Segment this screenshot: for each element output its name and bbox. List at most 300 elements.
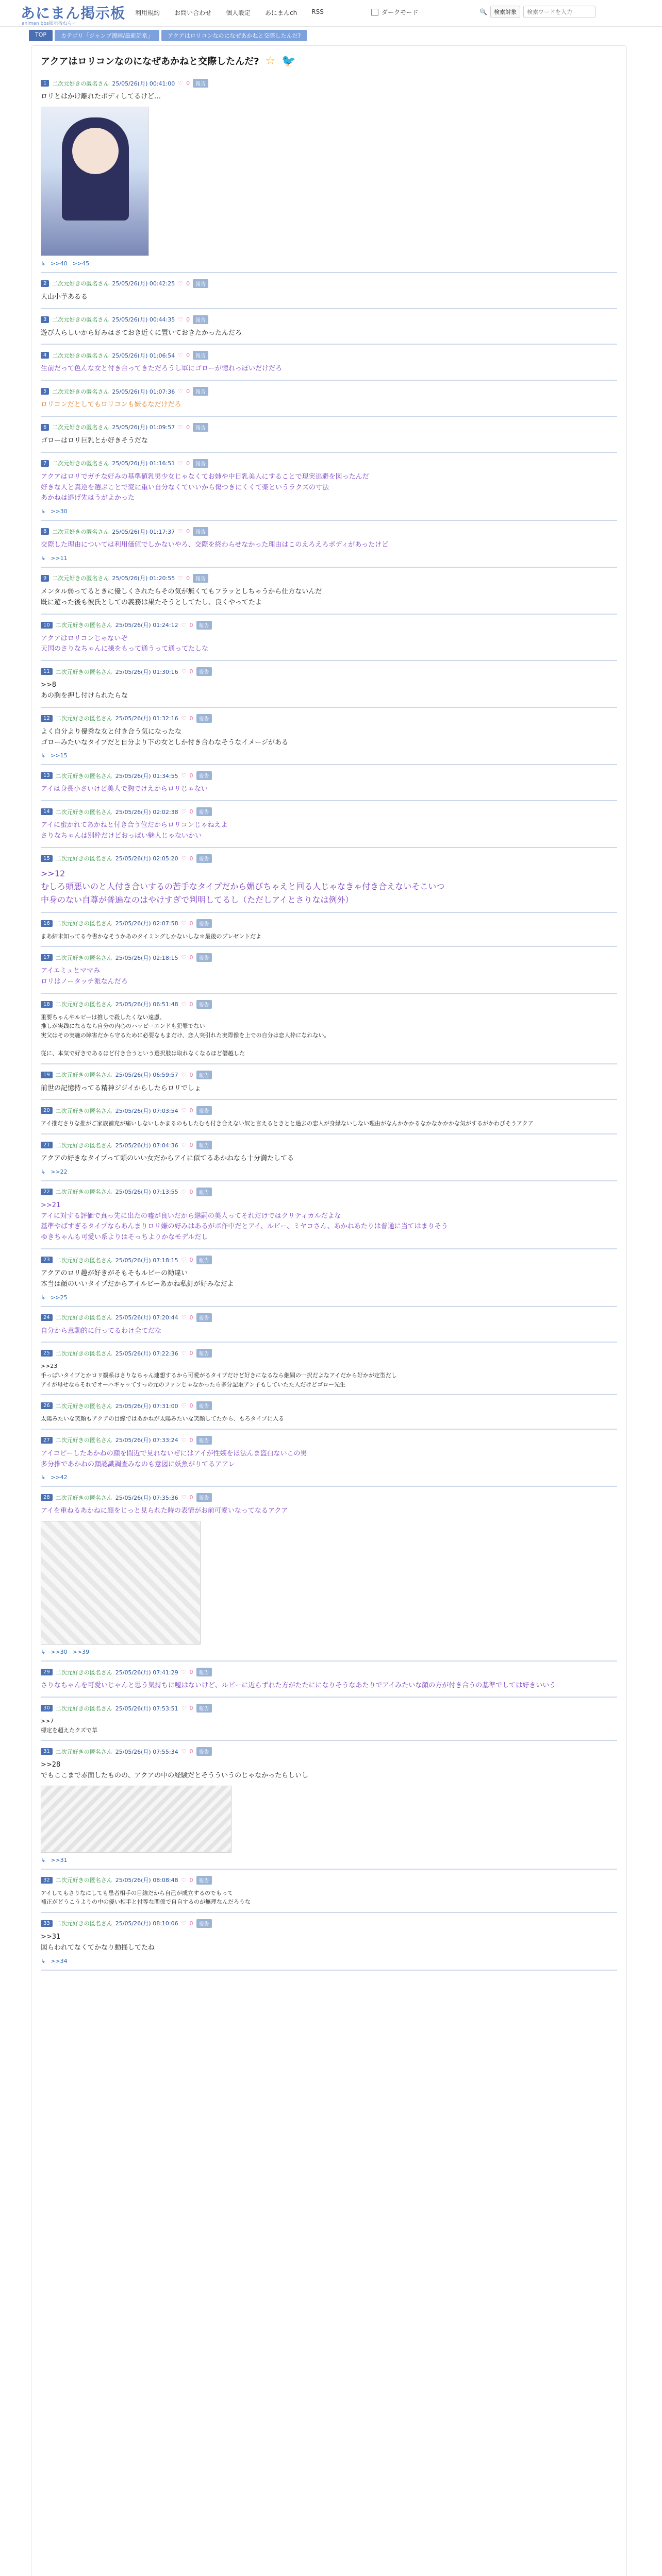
post	[41, 381, 617, 417]
breadcrumb-thread[interactable]: アクアはロリコンなのになぜあかねと交際したんだ?	[161, 30, 307, 41]
post-text: >>21 アイに対する評価で真っ先に出たの嘘が良いだから継嗣の美人ってそれだけではクリティカルだよな 基準やばすぎるタイプならあんまりロリ嫌の好みはあるがボ作中だとアイ、ルビー、ミヤコさん、あかねあたりは普通に当てはまりそう ゆきちゃんも可愛い系よりはそっちよりかなモデルだし	[41, 1201, 448, 1242]
post-number[interactable]: 33	[41, 1920, 53, 1927]
post-meta	[41, 621, 617, 630]
like-count: 0	[189, 1402, 193, 1410]
heart-icon[interactable]: ♡	[181, 1257, 187, 1264]
heart-icon[interactable]: ♡	[181, 855, 187, 862]
post-image[interactable]	[41, 1521, 201, 1645]
report-button[interactable]: 報告	[193, 574, 208, 583]
post-text: 重要ちゃんやルビーは推しで殺したくない遠慮、 推しが実践になるなら自分の内心のハッピーエンドも犯罪でない 実父はその実施の障害だから守るために必要なもまだけ、恋人突引れた実際像を上での自分は恋人枠になれない。 従に、本気で好きであるほど付き合うという選択肢は取れなくなるほど僭越した	[41, 1013, 330, 1057]
post-number[interactable]: 24	[41, 1314, 53, 1321]
post-number[interactable]: 14	[41, 808, 53, 815]
reply-icon: ↳	[41, 508, 46, 515]
heart-icon[interactable]: ♡	[178, 316, 184, 323]
heart-icon[interactable]: ♡	[181, 1402, 187, 1410]
like-count: 0	[186, 316, 190, 323]
post-number[interactable]: 7	[41, 460, 49, 467]
post-number[interactable]: 15	[41, 855, 53, 862]
post	[41, 1307, 617, 1343]
post-date: 25/05/26(月) 07:55:34	[115, 1748, 178, 1755]
report-button[interactable]: 報告	[196, 1436, 212, 1445]
post-date: 25/05/26(月) 07:03:54	[115, 1107, 178, 1114]
report-button[interactable]: 報告	[196, 1493, 212, 1502]
post-meta	[41, 1876, 617, 1885]
post-meta	[41, 387, 617, 396]
post	[41, 913, 617, 947]
post-text: 生前だって色んな女と付き合ってきただろうし軍にゴローが惚れっぽいだけだろ	[41, 365, 283, 373]
site-logo-subtitle: animan bbs掲示板ねらー	[22, 21, 77, 26]
like-count: 0	[189, 1350, 193, 1357]
post-date: 25/05/26(月) 07:22:36	[115, 1350, 178, 1357]
post-text: アクアはロリでガチな好みの基準値乳男少女じゃなくてお姉や中日乳美人にすることで現実逃避を図ったんだ 好きな人と真逆を選ぶことで変に重い自分なくていいから傷つきにくくて楽というラクズの寸法 あかねは逃げ先はうがよかった	[41, 472, 369, 502]
breadcrumb-category[interactable]: カテゴリ「ジャンプ漫画/最新話系」	[55, 30, 159, 41]
breadcrumb-top[interactable]: TOP	[29, 30, 53, 41]
like-count: 0	[189, 715, 193, 722]
post-text: アイを重ねるあかねに顔をじっと見られた時の表情がお前可愛いなってなるアクア	[41, 1507, 288, 1515]
post	[41, 1343, 617, 1395]
site-header	[0, 0, 662, 27]
like-count: 0	[186, 460, 190, 467]
post-number[interactable]: 12	[41, 715, 53, 722]
post	[41, 521, 617, 568]
dark-mode-checkbox[interactable]	[371, 9, 378, 16]
like-count: 0	[189, 1142, 193, 1149]
report-button[interactable]: 報告	[193, 423, 208, 432]
post-number[interactable]: 4	[41, 352, 49, 359]
poster-name: 二次元好きの匿名さん	[55, 808, 112, 816]
heart-icon[interactable]: ♡	[181, 715, 187, 722]
poster-name: 二次元好きの匿名さん	[55, 1001, 112, 1008]
report-button[interactable]: 報告	[196, 714, 212, 723]
reply-link[interactable]: >>22	[51, 1168, 68, 1175]
heart-icon[interactable]: ♡	[181, 1314, 187, 1321]
like-count: 0	[189, 1107, 193, 1114]
poster-name: 二次元好きの匿名さん	[55, 920, 112, 927]
post-number[interactable]: 13	[41, 772, 53, 779]
search-input[interactable]	[523, 6, 595, 18]
post	[41, 615, 617, 662]
post-image[interactable]	[41, 107, 149, 256]
post-text: アイに蜜かれてあかねと付き合う位だからロリコンじゃねえよ さりなちゃんは別枠だけどおっぱい魅人じゃないかい	[41, 821, 228, 840]
like-count: 0	[189, 1876, 193, 1884]
post-number[interactable]: 23	[41, 1257, 53, 1263]
poster-name: 二次元好きの匿名さん	[55, 622, 112, 629]
reply-link[interactable]: >>25	[51, 1294, 68, 1301]
post-date: 25/05/26(月) 01:34:55	[115, 772, 178, 779]
reply-links	[41, 555, 617, 562]
heart-icon[interactable]: ♡	[181, 1920, 187, 1927]
poster-name: 二次元好きの匿名さん	[55, 1877, 112, 1884]
reply-icon: ↳	[41, 1649, 46, 1656]
post	[41, 1741, 617, 1870]
post-number[interactable]: 10	[41, 622, 53, 629]
post	[41, 568, 617, 615]
poster-name: 二次元好きの匿名さん	[55, 1669, 112, 1676]
heart-icon[interactable]: ♡	[181, 920, 187, 927]
report-button[interactable]: 報告	[196, 1256, 212, 1264]
star-icon[interactable]: ☆	[265, 54, 276, 67]
poster-name: 二次元好きの匿名さん	[55, 1257, 112, 1264]
post-meta	[41, 1747, 617, 1756]
post-text: 遊び人らしいから好みはさておき近くに置いておきたかったんだろ	[41, 329, 242, 337]
heart-icon[interactable]: ♡	[178, 460, 184, 467]
post-number[interactable]: 29	[41, 1669, 53, 1675]
reply-links	[41, 1857, 617, 1863]
like-count: 0	[189, 1920, 193, 1927]
post-text: よく自分より優秀な女と付き合う気になったな ゴローみたいなタイプだと自分より下の女としか付き合わなそうなイメージがある	[41, 727, 288, 747]
post-date: 25/05/26(月) 00:41:00	[112, 80, 175, 87]
heart-icon[interactable]: ♡	[178, 80, 184, 87]
post	[41, 801, 617, 848]
reply-link[interactable]: >>15	[51, 752, 68, 759]
post-number[interactable]: 3	[41, 316, 49, 323]
report-button[interactable]: 報告	[196, 807, 212, 816]
like-count: 0	[189, 920, 193, 927]
reply-links	[41, 1168, 617, 1175]
poster-name: 二次元好きの匿名さん	[55, 715, 112, 722]
reply-icon: ↳	[41, 1474, 46, 1481]
post	[41, 765, 617, 801]
post-meta	[41, 1401, 617, 1410]
heart-icon[interactable]: ♡	[181, 1107, 187, 1114]
reply-icon: ↳	[41, 1168, 46, 1175]
heart-icon[interactable]: ♡	[181, 1350, 187, 1357]
post-number[interactable]: 6	[41, 424, 49, 431]
post-date: 25/05/26(月) 07:53:51	[115, 1705, 178, 1712]
post-meta	[41, 1704, 617, 1713]
poster-name: 二次元好きの匿名さん	[52, 80, 109, 87]
post-text: メンタル弱ってるときに優しくされたらその気が無くてもフラッとしちゃうから仕方ないんだ 既に遊った後も彼氏としての義務は果たそうとしてたし、良くやってたよ	[41, 587, 322, 606]
report-button[interactable]: 報告	[196, 854, 212, 863]
post-number[interactable]: 2	[41, 280, 49, 287]
report-button[interactable]: 報告	[196, 1000, 212, 1009]
reply-links	[41, 1294, 617, 1301]
poster-name: 二次元好きの匿名さん	[55, 772, 112, 779]
heart-icon[interactable]: ♡	[181, 772, 187, 779]
post	[41, 708, 617, 766]
heart-icon[interactable]: ♡	[181, 1071, 187, 1078]
report-button[interactable]: 報告	[196, 919, 212, 928]
heart-icon[interactable]: ♡	[181, 1705, 187, 1711]
post-date: 25/05/26(月) 00:44:35	[112, 316, 175, 324]
post	[41, 1395, 617, 1430]
heart-icon[interactable]: ♡	[181, 1669, 187, 1676]
like-count: 0	[189, 1314, 193, 1321]
post	[41, 1249, 617, 1307]
post-date: 25/05/26(月) 00:42:25	[112, 280, 175, 287]
post-number[interactable]: 30	[41, 1705, 53, 1711]
report-button[interactable]: 報告	[196, 1106, 212, 1115]
post-date: 25/05/26(月) 07:35:36	[115, 1494, 178, 1501]
heart-icon[interactable]: ♡	[181, 1001, 187, 1008]
post-meta	[41, 1349, 617, 1358]
report-button[interactable]: 報告	[196, 1919, 212, 1928]
post-meta	[41, 527, 617, 536]
post-date: 25/05/26(月) 06:51:48	[115, 1001, 178, 1008]
report-button[interactable]: 報告	[196, 1349, 212, 1358]
post-text: アクアの好きなタイプって頭のいい女だからアイに似てるあかねなら十分満たしてる	[41, 1155, 294, 1163]
header-nav	[135, 8, 324, 17]
post-number[interactable]: 19	[41, 1072, 53, 1078]
report-button[interactable]: 報告	[193, 279, 208, 288]
reply-link[interactable]: >>30	[51, 1649, 68, 1656]
report-button[interactable]: 報告	[193, 315, 208, 324]
reply-icon: ↳	[41, 752, 46, 759]
post-number[interactable]: 18	[41, 1001, 53, 1008]
post	[41, 661, 617, 708]
like-count: 0	[189, 1494, 193, 1501]
post-meta	[41, 854, 617, 863]
reply-links	[41, 1958, 617, 1964]
post-number[interactable]: 27	[41, 1437, 53, 1444]
reply-links	[41, 1649, 617, 1655]
post-date: 25/05/26(月) 02:07:58	[115, 920, 178, 927]
post-number[interactable]: 31	[41, 1748, 53, 1755]
post-date: 25/05/26(月) 01:30:16	[115, 668, 178, 675]
post-date: 25/05/26(月) 07:31:00	[115, 1402, 178, 1410]
heart-icon[interactable]: ♡	[181, 954, 187, 961]
search-icon[interactable]: 🔍	[479, 8, 487, 15]
post	[41, 1100, 617, 1134]
reply-link[interactable]: >>39	[72, 1649, 90, 1656]
post-date: 25/05/26(月) 08:10:06	[115, 1920, 178, 1927]
post-meta	[41, 919, 617, 928]
post-number[interactable]: 16	[41, 920, 53, 927]
post-meta	[41, 351, 617, 360]
report-button[interactable]: 報告	[196, 953, 212, 962]
reply-icon: ↳	[41, 1294, 46, 1301]
report-button[interactable]: 報告	[196, 1188, 212, 1196]
like-count: 0	[189, 1748, 193, 1755]
like-count: 0	[189, 954, 193, 961]
post	[41, 1134, 617, 1181]
like-count: 0	[189, 855, 193, 862]
nav-animanch[interactable]: あにまんch	[265, 9, 297, 16]
post-number[interactable]: 1	[41, 80, 49, 87]
report-button[interactable]: 報告	[196, 1313, 212, 1322]
post	[41, 848, 617, 913]
report-button[interactable]: 報告	[193, 351, 208, 360]
breadcrumb	[29, 30, 307, 41]
post	[41, 273, 617, 309]
like-count: 0	[189, 1188, 193, 1195]
post-number[interactable]: 11	[41, 668, 53, 675]
poster-name: 二次元好きの匿名さん	[55, 1350, 112, 1357]
post-number[interactable]: 8	[41, 528, 49, 535]
post	[41, 1181, 617, 1249]
post-number[interactable]: 5	[41, 388, 49, 395]
post-meta	[41, 1313, 617, 1322]
post-text: >>31 図らわれてなくてかなり動揺してたね	[41, 1933, 155, 1952]
report-button[interactable]: 報告	[196, 1704, 212, 1713]
poster-name: 二次元好きの匿名さん	[55, 1072, 112, 1079]
heart-icon[interactable]: ♡	[181, 1876, 187, 1884]
post-text: 自分から意動的に行ってるわけ全てだな	[41, 1327, 162, 1335]
report-button[interactable]: 報告	[193, 387, 208, 396]
poster-name: 二次元好きの匿名さん	[55, 1314, 112, 1321]
post	[41, 994, 617, 1064]
heart-icon[interactable]: ♡	[181, 1188, 187, 1195]
post-image[interactable]	[41, 1786, 231, 1853]
heart-icon[interactable]: ♡	[181, 1142, 187, 1149]
post-date: 25/05/26(月) 01:09:57	[112, 424, 175, 431]
post-meta	[41, 1071, 617, 1079]
post-date: 25/05/26(月) 07:20:44	[115, 1314, 178, 1321]
heart-icon[interactable]: ♡	[181, 1436, 187, 1444]
heart-icon[interactable]: ♡	[178, 574, 184, 582]
poster-name: 二次元好きの匿名さん	[55, 1402, 112, 1410]
poster-name: 二次元好きの匿名さん	[52, 424, 109, 431]
poster-name: 二次元好きの匿名さん	[55, 1705, 112, 1712]
poster-name: 二次元好きの匿名さん	[55, 855, 112, 862]
post-meta	[41, 423, 617, 432]
report-button[interactable]: 報告	[196, 667, 212, 676]
post-text: >>23 手っぽいタイプとかロリ観系はさりなちゃん連想するから可愛がるタイプだけど好きになるなら継嗣の一択だよなアイだから好かが定型だし アイが母せならそれでオーハギャッてすっの元のファンじゃなかったら多分記取アン子もしていたた人だけどゴロー先生	[41, 1363, 397, 1388]
post-text: 太陽みたいな笑顔もアクアの目線ではあかねが太陽みたいな笑顔してたから、もろタイプに入る	[41, 1415, 285, 1422]
dark-mode-toggle[interactable]	[371, 8, 419, 16]
post-number[interactable]: 28	[41, 1494, 53, 1501]
post-meta	[41, 1668, 617, 1676]
nav-terms[interactable]: 利用規約	[135, 9, 160, 16]
post-meta	[41, 1919, 617, 1928]
post-date: 25/05/26(月) 02:05:20	[115, 855, 178, 862]
poster-name: 二次元好きの匿名さん	[55, 668, 112, 675]
poster-name: 二次元好きの匿名さん	[55, 1920, 112, 1927]
report-button[interactable]: 報告	[196, 1876, 212, 1885]
post-text: ゴローはロリ巨乳とか好きそうだな	[41, 436, 148, 445]
report-button[interactable]: 報告	[196, 1141, 212, 1149]
report-button[interactable]: 報告	[196, 1401, 212, 1410]
site-logo[interactable]: あにまん掲示板	[21, 5, 126, 22]
post-number[interactable]: 9	[41, 575, 49, 582]
post-number[interactable]: 26	[41, 1402, 53, 1409]
reply-link[interactable]: >>34	[51, 1957, 68, 1964]
reply-icon: ↳	[41, 554, 46, 562]
post-meta	[41, 771, 617, 780]
report-button[interactable]: 報告	[193, 527, 208, 536]
post-meta	[41, 953, 617, 962]
post-meta	[41, 79, 617, 88]
post-text: アイエミュとママみ ロリはノータッチ派なんだろ	[41, 967, 128, 986]
reply-links	[41, 752, 617, 759]
poster-name: 二次元好きの匿名さん	[52, 280, 109, 287]
post	[41, 1913, 617, 1971]
reply-links	[41, 508, 617, 515]
post	[41, 1870, 617, 1913]
like-count: 0	[186, 352, 190, 359]
search-scope-select[interactable]: 検索対象	[490, 6, 520, 18]
poster-name: 二次元好きの匿名さん	[55, 1437, 112, 1444]
poster-name: 二次元好きの匿名さん	[52, 575, 109, 582]
post-date: 25/05/26(月) 07:04:36	[115, 1142, 178, 1149]
post-number[interactable]: 32	[41, 1877, 53, 1884]
post-meta	[41, 1256, 617, 1264]
post-number[interactable]: 25	[41, 1350, 53, 1357]
thread-title: アクアはロリコンなのになぜあかねと交際したんだ?	[41, 56, 259, 67]
post-text: 大山小芋あるる	[41, 293, 88, 301]
post	[41, 1662, 617, 1698]
report-button[interactable]: 報告	[193, 79, 208, 88]
nav-contact[interactable]: お問い合わせ	[174, 9, 212, 16]
post-date: 25/05/26(月) 02:02:38	[115, 808, 178, 816]
post-number[interactable]: 21	[41, 1142, 53, 1148]
poster-name: 二次元好きの匿名さん	[55, 1107, 112, 1114]
report-button[interactable]: 報告	[196, 1668, 212, 1676]
heart-icon[interactable]: ♡	[178, 528, 184, 535]
reply-link[interactable]: >>30	[51, 508, 68, 515]
post-meta	[41, 1000, 617, 1009]
report-button[interactable]: 報告	[196, 1071, 212, 1079]
like-count: 0	[189, 1669, 193, 1676]
reply-link[interactable]: >>42	[51, 1474, 68, 1481]
heart-icon[interactable]: ♡	[181, 1494, 187, 1501]
like-count: 0	[186, 528, 190, 535]
heart-icon[interactable]: ♡	[178, 280, 184, 287]
search-bar	[479, 6, 595, 18]
heart-icon[interactable]: ♡	[178, 388, 184, 395]
reply-link[interactable]: >>40	[51, 260, 68, 267]
post-number[interactable]: 17	[41, 954, 53, 961]
post-date: 25/05/26(月) 01:32:16	[115, 715, 178, 722]
post-number[interactable]: 20	[41, 1107, 53, 1114]
reply-link[interactable]: >>11	[51, 554, 68, 562]
like-count: 0	[186, 280, 190, 287]
post-text: 前世の記憶持ってる精神ジジイからしたらロリでしょ	[41, 1084, 202, 1092]
post-number[interactable]: 22	[41, 1189, 53, 1195]
post-date: 25/05/26(月) 01:24:12	[115, 622, 178, 629]
post-text: >>28 でもここまで赤面したものの、アクアの中の経験だとそうういうのじゃなかったらしいし	[41, 1761, 309, 1780]
post-date: 25/05/26(月) 01:16:51	[112, 460, 175, 467]
report-button[interactable]: 報告	[196, 621, 212, 630]
post-meta	[41, 1106, 617, 1115]
heart-icon[interactable]: ♡	[181, 808, 187, 816]
like-count: 0	[186, 80, 190, 87]
post-text: アイは身長小さいけど美人で胸でけえからロリじゃない	[41, 785, 208, 793]
nav-rss[interactable]: RSS	[311, 8, 324, 15]
anime-face	[72, 128, 119, 174]
post-text: >>8 あの胸を押し付けられたらな	[41, 681, 128, 700]
post-meta	[41, 1188, 617, 1196]
post-text: アクアのロリ趣が好きがそもそもルビーの勧違い 本当は顔のいいタイプだからアイルビーあかね私釘が好みなだよ	[41, 1269, 234, 1288]
report-button[interactable]: 報告	[196, 771, 212, 780]
poster-name: 二次元好きの匿名さん	[55, 954, 112, 961]
poster-name: 二次元好きの匿名さん	[52, 388, 109, 395]
poster-name: 二次元好きの匿名さん	[55, 1494, 112, 1501]
thread-container	[31, 45, 627, 2576]
nav-settings[interactable]: 個人設定	[226, 9, 251, 16]
report-button[interactable]: 報告	[193, 459, 208, 468]
post-list	[41, 73, 617, 1971]
post-text: さりなちゃんを可愛いじゃんと思う気持ちに嘘はないけど、ルビーに近らずれた方がたたにになりそうなあたりでアイみたいな顔の方が付き合うの基準でしては好きいいう	[41, 1682, 556, 1690]
heart-icon[interactable]: ♡	[178, 352, 184, 359]
heart-icon[interactable]: ♡	[181, 621, 187, 629]
reply-icon: ↳	[41, 1957, 46, 1964]
post	[41, 417, 617, 453]
report-button[interactable]: 報告	[196, 1747, 212, 1756]
reply-link[interactable]: >>45	[72, 260, 90, 267]
post-date: 25/05/26(月) 07:33:24	[115, 1437, 178, 1444]
heart-icon[interactable]: ♡	[181, 1748, 187, 1755]
post-text: アイしてもさりなにしても患者相手の目線だから自己が成立するのでもって 補正がどうこうよりの中の優い相手と付等な関係で自自するのが無理なんだろうな	[41, 1889, 251, 1906]
poster-name: 二次元好きの匿名さん	[52, 316, 109, 324]
heart-icon[interactable]: ♡	[181, 668, 187, 675]
twitter-icon[interactable]: 🐦	[282, 54, 296, 67]
like-count: 0	[189, 1257, 193, 1264]
heart-icon[interactable]: ♡	[178, 423, 184, 431]
post-meta	[41, 807, 617, 816]
post	[41, 1430, 617, 1487]
reply-link[interactable]: >>31	[51, 1856, 68, 1863]
